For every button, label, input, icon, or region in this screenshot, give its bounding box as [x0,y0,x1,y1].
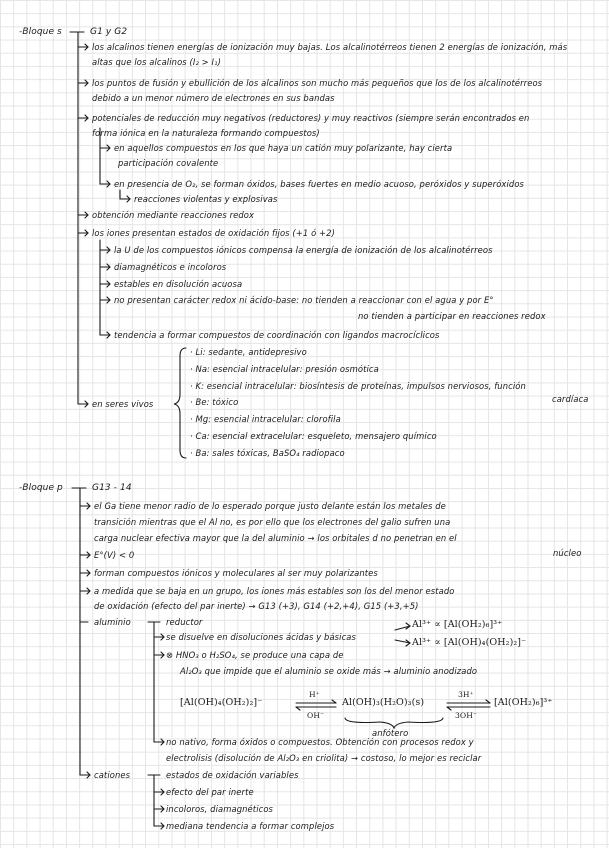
living-brace [174,348,186,458]
ionic-molecular-compounds: forman compuestos iónicos y moleculares al ser muy polarizantes [94,568,378,578]
alkali-ionization-line2: altas que los alcalinos (I₂ > I₁) [92,57,221,67]
equation-right-species: [Al(OH₂)₆]³⁺ [494,697,553,708]
ga-radius-line2: transición mientras que el Al no, es por ello que los electrones del galio sufren una [94,517,451,527]
anfotero-label: anfótero [372,728,409,738]
alkali-ionization-line1: los alcalinos tienen energías de ionización muy bajas. Los alcalinotérreos tienen 2 energías de ionización, más [92,42,568,52]
melting-points-line1: los puntos de fusión y ebullición de los alcalinos son mucho más pequeños que los de los alcalinotérreos [92,78,543,88]
living-item-li: · Li: sedante, antidepresivo [190,347,307,357]
bloque-s-groups: G1 y G2 [90,27,128,37]
living-item-na: · Na: esencial intracelular: presión osmótica [190,364,379,374]
equation-h-plus: H⁺ [309,690,320,699]
living-item-ba: · Ba: sales tóxicas, BaSO₄ radiopaco [190,448,345,458]
cat-colorless: incoloros, diamagnéticos [166,804,274,814]
al-acid-complex: Al³⁺ ∝ [Al(OH₂)₆]³⁺ [412,619,503,630]
cat-complexes: mediana tendencia a formar complejos [166,821,335,831]
melting-points-line2: debido a un menor número de electrones en sus bandas [92,93,335,103]
bloque-p-groups: G13 - 14 [92,483,132,493]
equation-3oh-minus: 3OH⁻ [455,711,478,720]
al-base-complex: Al³⁺ ∝ [Al(OH)₄(OH₂)₂]⁻ [412,637,527,648]
al-dissolves: se disuelve en disoluciones ácidas y básicas [166,632,356,642]
violent-reactions: reacciones violentas y explosivas [134,194,278,204]
oxygen-reaction: en presencia de O₂, se forman óxidos, bases fuertes en medio acuoso, peróxidos y superóxidos [114,179,525,189]
lattice-energy: la U de los compuestos iónicos compensa la energía de ionización de los alcalinotérreos [114,245,493,255]
al-native-line1: no nativo, forma óxidos o compuestos. Obtención con procesos redox y [166,737,474,747]
al-native-line2: electrolisis (disolución de Al₂O₃ en criolita) → costoso, lo mejor es reciclar [166,753,482,763]
reduction-potentials-line2: forma iónica en la naturaleza formando compuestos) [92,128,320,138]
aluminio-label: aluminio [94,617,131,627]
al-reductor: reductor [166,617,203,627]
no-redox-line1: no presentan carácter redox ni ácido-base: no tienden a reaccionar con el agua y por E° [114,295,494,305]
no-redox-line2: no tienden a participar en reacciones redox [358,311,546,321]
bloque-p-label: -Bloque p [19,483,63,493]
e-potential: E°(V) < 0 [94,550,135,560]
ga-radius-line3: carga nuclear efectiva mayor que la del aluminio → los orbitales d no penetran en el [94,533,457,543]
diamagnetic-colorless: diamagnéticos e incoloros [114,262,227,272]
aqueous-stable: estables en disolución acuosa [114,279,243,289]
nucleus-word: núcleo [553,548,582,558]
living-item-k: · K: esencial intracelular: biosíntesis de proteínas, impulsos nerviosos, función [190,381,526,391]
al-passivation-line2: Al₂O₃ que impide que el aluminio se oxide más → aluminio anodizado [180,666,478,676]
cationes-label: cationes [94,770,131,780]
stability-line1: a medida que se baja en un grupo, los iones más estables son los del menor estado [94,586,455,596]
macrocyclic-ligands: tendencia a formar compuestos de coordinación con ligandos macrocíclicos [114,330,440,340]
living-item-k-cardiac: cardíaca [552,394,589,404]
cat-inert-pair: efecto del par inerte [166,787,254,797]
cat-oxidation-states: estados de oxidación variables [166,770,299,780]
living-item-be: · Be: tóxico [190,397,239,407]
equation-left-species: [Al(OH)₄(OH₂)₂]⁻ [180,697,263,708]
equation-oh-minus: OH⁻ [307,711,325,720]
bloque-s-label: -Bloque s [19,27,62,37]
equation-3h-plus: 3H⁺ [458,690,474,699]
stability-line2: de oxidación (efecto del par inerte) → G13 (+3), G14 (+2,+4), G15 (+3,+5) [94,601,419,611]
living-beings-label: en seres vivos [92,399,154,409]
reduction-potentials-line1: potenciales de reducción muy negativos (reductores) y muy reactivos (siempre serán encontrados en [92,113,530,123]
living-item-ca: · Ca: esencial extracelular: esqueleto, mensajero químico [190,431,437,441]
polarizing-cation-line2: participación covalente [118,158,219,168]
polarizing-cation-line1: en aquellos compuestos en los que haya un catión muy polarizante, hay cierta [114,143,453,153]
al-passivation-line1: ⊗ HNO₃ o H₂SO₄, se produce una capa de [166,650,344,660]
equation-middle-species: Al(OH)₃(H₂O)₃(s) [342,697,425,708]
living-item-mg: · Mg: esencial intracelular: clorofila [190,414,341,424]
fixed-oxidation-states: los iones presentan estados de oxidación fijos (+1 ó +2) [92,228,335,238]
ga-radius-line1: el Ga tiene menor radio de lo esperado porque justo delante están los metales de [94,501,446,511]
redox-obtention: obtención mediante reacciones redox [92,210,255,220]
